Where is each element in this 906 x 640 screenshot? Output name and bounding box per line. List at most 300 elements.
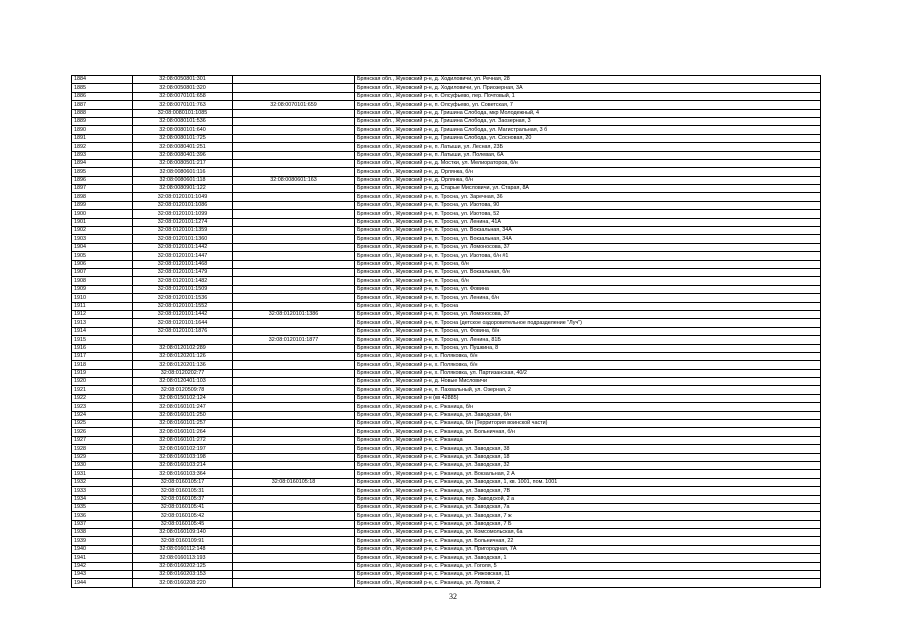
table-row xyxy=(72,185,821,193)
cadastral-number-cell: 32:08:0080101:640 xyxy=(133,126,233,134)
related-cadastral-number-cell xyxy=(233,503,355,511)
address-cell: Брянская обл., Жуковский р-н, с. Ржаница, ул. Заводская, 7В xyxy=(355,487,821,495)
address-cell: Брянская обл., Жуковский р-н, п. Тросна, ул. Изотова, 52 xyxy=(355,210,821,218)
row-number-cell: 1942 xyxy=(72,562,133,570)
row-number-cell: 1915 xyxy=(72,336,133,344)
row-number-cell: 1941 xyxy=(72,554,133,562)
related-cadastral-number-cell xyxy=(233,92,355,100)
address-cell: Брянская обл., Жуковский р-н, д. Ходиловичи, ул. Речная, 28 xyxy=(355,76,821,84)
address-cell: Брянская обл., Жуковский р-н, с. Ржаница, ул. Заводская, 7а xyxy=(355,503,821,511)
related-cadastral-number-cell xyxy=(233,579,355,587)
cadastral-number-cell: 32:08:0050801:320 xyxy=(133,84,233,92)
row-number-cell: 1896 xyxy=(72,176,133,184)
related-cadastral-number-cell xyxy=(233,218,355,226)
table-row xyxy=(72,378,821,386)
table-row xyxy=(72,218,821,226)
table-row xyxy=(72,461,821,469)
cadastral-number-cell: 32:08:0160203:153 xyxy=(133,571,233,579)
address-cell: Брянская обл., Жуковский р-н, п. Тросна, ул. Ломоносова, 37 xyxy=(355,310,821,318)
table-row xyxy=(72,579,821,587)
related-cadastral-number-cell xyxy=(233,512,355,520)
cadastral-number-cell: 32:08:0160105:41 xyxy=(133,503,233,511)
row-number-cell: 1902 xyxy=(72,227,133,235)
row-number-cell: 1930 xyxy=(72,461,133,469)
cadastral-number-cell: 32:08:0120101:1360 xyxy=(133,235,233,243)
cadastral-number-cell: 32:08:0120101:1049 xyxy=(133,193,233,201)
related-cadastral-number-cell xyxy=(233,327,355,335)
related-cadastral-number-cell xyxy=(233,520,355,528)
table-row xyxy=(72,277,821,285)
cadastral-number-cell: 32:08:0160101:272 xyxy=(133,436,233,444)
cadastral-number-cell: 32:08:0080401:396 xyxy=(133,151,233,159)
table-body xyxy=(72,76,821,588)
address-cell: Брянская обл., Жуковский р-н, с. Ржаница, ул. Гоголя, 5 xyxy=(355,562,821,570)
row-number-cell: 1923 xyxy=(72,403,133,411)
table-row xyxy=(72,109,821,117)
row-number-cell: 1899 xyxy=(72,201,133,209)
related-cadastral-number-cell xyxy=(233,352,355,360)
table-row xyxy=(72,302,821,310)
related-cadastral-number-cell xyxy=(233,554,355,562)
address-cell: Брянская обл., Жуковский р-н, д. Старые Мисловичи, ул. Старая, 8А xyxy=(355,185,821,193)
related-cadastral-number-cell xyxy=(233,537,355,545)
address-cell: Брянская обл., Жуковский р-н, п. Тросна, ул. Изотова, 90 xyxy=(355,201,821,209)
cadastral-number-cell: 32:08:0120102:289 xyxy=(133,344,233,352)
related-cadastral-number-cell xyxy=(233,117,355,125)
address-cell: Брянская обл., Жуковский р-н, с. Ржаница, б/н (Территория воинской части) xyxy=(355,420,821,428)
row-number-cell: 1934 xyxy=(72,495,133,503)
cadastral-number-cell: 32:08:0120201:136 xyxy=(133,361,233,369)
address-cell: Брянская обл., Жуковский р-н, д. Гришина Слобода, ул. Заозерная, 3 xyxy=(355,117,821,125)
cadastral-number-cell: 32:08:0160105:31 xyxy=(133,487,233,495)
table-row xyxy=(72,470,821,478)
table-row xyxy=(72,134,821,142)
cadastral-number-cell: 32:08:0120101:1644 xyxy=(133,319,233,327)
cadastral-number-cell: 32:08:0120201:126 xyxy=(133,352,233,360)
related-cadastral-number-cell xyxy=(233,84,355,92)
row-number-cell: 1933 xyxy=(72,487,133,495)
address-cell: Брянская обл., Жуковский р-н, х. Поляковка, б/н xyxy=(355,361,821,369)
related-cadastral-number-cell xyxy=(233,470,355,478)
table-row xyxy=(72,176,821,184)
related-cadastral-number-cell xyxy=(233,76,355,84)
table-row xyxy=(72,529,821,537)
table-row xyxy=(72,310,821,318)
table-row xyxy=(72,428,821,436)
table-row xyxy=(72,117,821,125)
row-number-cell: 1916 xyxy=(72,344,133,352)
cadastral-number-cell: 32:08:0160105:42 xyxy=(133,512,233,520)
property-registry-table xyxy=(71,75,821,588)
row-number-cell: 1932 xyxy=(72,478,133,486)
related-cadastral-number-cell xyxy=(233,252,355,260)
row-number-cell: 1886 xyxy=(72,92,133,100)
row-number-cell: 1884 xyxy=(72,76,133,84)
related-cadastral-number-cell xyxy=(233,545,355,553)
table-row xyxy=(72,126,821,134)
cadastral-number-cell: 32:08:0120101:1536 xyxy=(133,294,233,302)
related-cadastral-number-cell xyxy=(233,109,355,117)
address-cell: Брянская обл., Жуковский р-н, п. Тросна xyxy=(355,302,821,310)
address-cell: Брянская обл., Жуковский р-н, п. Тросна (детское оздоровительное подразделение "Луч") xyxy=(355,319,821,327)
address-cell: Брянская обл., Жуковский р-н, с. Ржаница, ул. Луговая, 2 xyxy=(355,579,821,587)
table-row xyxy=(72,327,821,335)
cadastral-number-cell: 32:08:0160208:220 xyxy=(133,579,233,587)
row-number-cell: 1908 xyxy=(72,277,133,285)
address-cell: Брянская обл., Жуковский р-н, д. Орлянка, б/н xyxy=(355,168,821,176)
related-cadastral-number-cell xyxy=(233,210,355,218)
cadastral-number-cell: 32:08:0120101:1274 xyxy=(133,218,233,226)
table-row xyxy=(72,260,821,268)
address-cell: Брянская обл., Жуковский р-н, п. Олсуфьево, пер. Почтовый, 1 xyxy=(355,92,821,100)
related-cadastral-number-cell xyxy=(233,403,355,411)
cadastral-number-cell: 32:08:0160105:17 xyxy=(133,478,233,486)
related-cadastral-number-cell xyxy=(233,302,355,310)
cadastral-number-cell: 32:08:0080501:217 xyxy=(133,159,233,167)
cadastral-number-cell: 32:08:0120101:1086 xyxy=(133,201,233,209)
related-cadastral-number-cell xyxy=(233,143,355,151)
address-cell: Брянская обл., Жуковский р-н, д. Орлянка, б/н xyxy=(355,176,821,184)
related-cadastral-number-cell xyxy=(233,134,355,142)
table-row xyxy=(72,84,821,92)
table-row xyxy=(72,512,821,520)
cadastral-number-cell: 32:08:0120101:1447 xyxy=(133,252,233,260)
cadastral-number-cell: 32:08:0160105:37 xyxy=(133,495,233,503)
address-cell: Брянская обл., Жуковский р-н, д. Гришина Слобода, ул. Магистральная, 3 б xyxy=(355,126,821,134)
table-row xyxy=(72,151,821,159)
cadastral-number-cell: 32:08:0120101:1876 xyxy=(133,327,233,335)
row-number-cell: 1894 xyxy=(72,159,133,167)
row-number-cell: 1889 xyxy=(72,117,133,125)
cadastral-number-cell: 32:08:0160202:125 xyxy=(133,562,233,570)
related-cadastral-number-cell xyxy=(233,268,355,276)
table-row xyxy=(72,252,821,260)
table-row xyxy=(72,545,821,553)
cadastral-number-cell: 32:08:0160109:140 xyxy=(133,529,233,537)
row-number-cell: 1918 xyxy=(72,361,133,369)
related-cadastral-number-cell xyxy=(233,420,355,428)
row-number-cell: 1914 xyxy=(72,327,133,335)
table-row xyxy=(72,285,821,293)
address-cell: Брянская обл., Жуковский р-н, с. Ржаница, ул. Заводская, 32 xyxy=(355,461,821,469)
related-cadastral-number-cell xyxy=(233,277,355,285)
address-cell: Брянская обл., Жуковский р-н, п. Тросна, ул. Ленина, б/н xyxy=(355,294,821,302)
cadastral-number-cell: 32:08:0120101:1442 xyxy=(133,243,233,251)
address-cell: Брянская обл., Жуковский р-н, п. Тросна, ул. Заречная, 36 xyxy=(355,193,821,201)
address-cell: Брянская обл., Жуковский р-н, п. Тросна, ул. Вокзальная, б/н xyxy=(355,268,821,276)
related-cadastral-number-cell: 32:08:0120101:1386 xyxy=(233,310,355,318)
address-cell: Брянская обл., Жуковский р-н, с. Ржаница, ул. Больничная, б/н xyxy=(355,428,821,436)
table-row xyxy=(72,76,821,84)
cadastral-number-cell: 32:08:0150102:124 xyxy=(133,394,233,402)
page-number: 32 xyxy=(449,592,457,601)
related-cadastral-number-cell xyxy=(233,361,355,369)
address-cell: Брянская обл., Жуковский р-н, п. Тросна, ул. Ленина, 81Б xyxy=(355,336,821,344)
cadastral-number-cell: 32:08:0070101:658 xyxy=(133,92,233,100)
related-cadastral-number-cell xyxy=(233,294,355,302)
row-number-cell: 1892 xyxy=(72,143,133,151)
table-row xyxy=(72,436,821,444)
address-cell: Брянская обл., Жуковский р-н, д. Гришина Слобода, ул. Сосновая, 20 xyxy=(355,134,821,142)
cadastral-number-cell: 32:08:0120101:1509 xyxy=(133,285,233,293)
cadastral-number-cell: 32:08:0120101:1359 xyxy=(133,227,233,235)
table-row xyxy=(72,554,821,562)
table-row xyxy=(72,235,821,243)
table-row xyxy=(72,369,821,377)
table-row xyxy=(72,394,821,402)
related-cadastral-number-cell xyxy=(233,386,355,394)
row-number-cell: 1927 xyxy=(72,436,133,444)
address-cell: Брянская обл., Жуковский р-н, с. Ржаница xyxy=(355,436,821,444)
row-number-cell: 1905 xyxy=(72,252,133,260)
table-row xyxy=(72,420,821,428)
table-row xyxy=(72,352,821,360)
cadastral-number-cell: 32:08:0120101:1479 xyxy=(133,268,233,276)
table-row xyxy=(72,453,821,461)
table-row xyxy=(72,201,821,209)
table-row xyxy=(72,159,821,167)
address-cell: Брянская обл., Жуковский р-н, д. Гришина Слобода, мкр Молодежный, 4 xyxy=(355,109,821,117)
address-cell: Брянская обл., Жуковский р-н, п. Тросна, ул. Изотова, б/н #1 xyxy=(355,252,821,260)
cadastral-number-cell: 32:08:0080601:116 xyxy=(133,168,233,176)
address-cell: Брянская обл., Жуковский р-н, п. Тросна, б/н xyxy=(355,277,821,285)
related-cadastral-number-cell xyxy=(233,285,355,293)
row-number-cell: 1888 xyxy=(72,109,133,117)
table-row xyxy=(72,193,821,201)
address-cell: Брянская обл., Жуковский р-н, д. Ходиловичи, ул. Приозерная, 3А xyxy=(355,84,821,92)
row-number-cell: 1906 xyxy=(72,260,133,268)
row-number-cell: 1928 xyxy=(72,445,133,453)
address-cell: Брянская обл., Жуковский р-н, с. Ржаница, ул. Заводская, 38 xyxy=(355,445,821,453)
row-number-cell: 1913 xyxy=(72,319,133,327)
related-cadastral-number-cell: 32:08:0080601:163 xyxy=(233,176,355,184)
table-row xyxy=(72,495,821,503)
address-cell: Брянская обл., Жуковский р-н (кв 42885) xyxy=(355,394,821,402)
table-row xyxy=(72,168,821,176)
row-number-cell: 1936 xyxy=(72,512,133,520)
address-cell: Брянская обл., Жуковский р-н, х. Поляковка, ул. Партизанская, 40/2 xyxy=(355,369,821,377)
row-number-cell: 1891 xyxy=(72,134,133,142)
row-number-cell: 1885 xyxy=(72,84,133,92)
table-row xyxy=(72,503,821,511)
address-cell: Брянская обл., Жуковский р-н, с. Ржаница, ул. Пригородная, 7А xyxy=(355,545,821,553)
row-number-cell: 1943 xyxy=(72,571,133,579)
related-cadastral-number-cell xyxy=(233,159,355,167)
cadastral-number-cell: 32:08:0120509:78 xyxy=(133,386,233,394)
row-number-cell: 1897 xyxy=(72,185,133,193)
address-cell: Брянская обл., Жуковский р-н, п. Пахвальный, ул. Озерная, 2 xyxy=(355,386,821,394)
row-number-cell: 1940 xyxy=(72,545,133,553)
address-cell: Брянская обл., Жуковский р-н, п. Тросна, б/н xyxy=(355,260,821,268)
address-cell: Брянская обл., Жуковский р-н, с. Ржаница, ул. Рижовская, 11 xyxy=(355,571,821,579)
row-number-cell: 1909 xyxy=(72,285,133,293)
related-cadastral-number-cell xyxy=(233,495,355,503)
related-cadastral-number-cell xyxy=(233,151,355,159)
cadastral-number-cell: 32:08:0160103:214 xyxy=(133,461,233,469)
table-row xyxy=(72,487,821,495)
cadastral-number-cell: 32:08:0160112:148 xyxy=(133,545,233,553)
table-row xyxy=(72,143,821,151)
related-cadastral-number-cell xyxy=(233,394,355,402)
row-number-cell: 1925 xyxy=(72,420,133,428)
table-row xyxy=(72,294,821,302)
address-cell: Брянская обл., Жуковский р-н, п. Тросна, ул. Фовина xyxy=(355,285,821,293)
table-row xyxy=(72,319,821,327)
address-cell: Брянская обл., Жуковский р-н, п. Тросна, ул. Фовина, б/н xyxy=(355,327,821,335)
table-row xyxy=(72,386,821,394)
row-number-cell: 1920 xyxy=(72,378,133,386)
address-cell: Брянская обл., Жуковский р-н, с. Ржаница, ул. Вокзальная, 2 А xyxy=(355,470,821,478)
address-cell: Брянская обл., Жуковский р-н, д. Мостки, ул. Мелиораторов, б/н xyxy=(355,159,821,167)
address-cell: Брянская обл., Жуковский р-н, с. Ржаница, ул. Заводская, 18 xyxy=(355,453,821,461)
row-number-cell: 1912 xyxy=(72,310,133,318)
cadastral-number-cell: 32:08:0120101:1552 xyxy=(133,302,233,310)
row-number-cell: 1944 xyxy=(72,579,133,587)
address-cell: Брянская обл., Жуковский р-н, п. Тросна, ул. Вокзальная, 34А xyxy=(355,227,821,235)
table-row xyxy=(72,92,821,100)
table-row xyxy=(72,101,821,109)
row-number-cell: 1926 xyxy=(72,428,133,436)
row-number-cell: 1903 xyxy=(72,235,133,243)
related-cadastral-number-cell xyxy=(233,201,355,209)
table-row xyxy=(72,411,821,419)
related-cadastral-number-cell: 32:08:0070101:659 xyxy=(233,101,355,109)
related-cadastral-number-cell xyxy=(233,227,355,235)
related-cadastral-number-cell xyxy=(233,319,355,327)
cadastral-number-cell: 32:08:0160101:250 xyxy=(133,411,233,419)
cadastral-number-cell: 32:08:0080601:118 xyxy=(133,176,233,184)
table-row xyxy=(72,445,821,453)
address-cell: Брянская обл., Жуковский р-н, с. Ржаница, ул. Заводская, 1 xyxy=(355,554,821,562)
related-cadastral-number-cell xyxy=(233,411,355,419)
related-cadastral-number-cell xyxy=(233,260,355,268)
row-number-cell: 1900 xyxy=(72,210,133,218)
related-cadastral-number-cell xyxy=(233,487,355,495)
cadastral-number-cell: 32:08:0160102:197 xyxy=(133,445,233,453)
cadastral-number-cell: 32:08:0120101:1468 xyxy=(133,260,233,268)
cadastral-number-cell: 32:08:0160101:257 xyxy=(133,420,233,428)
cadastral-number-cell: 32:08:0120101:1099 xyxy=(133,210,233,218)
cadastral-number-cell: 32:08:0120101:1442 xyxy=(133,310,233,318)
table-row xyxy=(72,227,821,235)
cadastral-number-cell: 32:08:0160105:45 xyxy=(133,520,233,528)
cadastral-number-cell: 32:08:0050801:301 xyxy=(133,76,233,84)
row-number-cell: 1921 xyxy=(72,386,133,394)
cadastral-number-cell: 32:08:0080101:536 xyxy=(133,117,233,125)
row-number-cell: 1935 xyxy=(72,503,133,511)
address-cell: Брянская обл., Жуковский р-н, п. Тросна, ул. Вокзальная, 34А xyxy=(355,235,821,243)
row-number-cell: 1924 xyxy=(72,411,133,419)
cadastral-number-cell: 32:08:0080901:122 xyxy=(133,185,233,193)
row-number-cell: 1939 xyxy=(72,537,133,545)
related-cadastral-number-cell xyxy=(233,428,355,436)
row-number-cell: 1931 xyxy=(72,470,133,478)
table-row xyxy=(72,210,821,218)
cadastral-number-cell: 32:08:0160109:91 xyxy=(133,537,233,545)
cadastral-number-cell: 32:08:0160101:264 xyxy=(133,428,233,436)
table-row xyxy=(72,537,821,545)
related-cadastral-number-cell xyxy=(233,378,355,386)
table-row xyxy=(72,268,821,276)
row-number-cell: 1893 xyxy=(72,151,133,159)
table-row xyxy=(72,243,821,251)
cadastral-number-cell: 32:08:0160103:198 xyxy=(133,453,233,461)
row-number-cell: 1895 xyxy=(72,168,133,176)
address-cell: Брянская обл., Жуковский р-н, с. Ржаница, б/н xyxy=(355,403,821,411)
related-cadastral-number-cell xyxy=(233,529,355,537)
table-row xyxy=(72,571,821,579)
address-cell: Брянская обл., Жуковский р-н, с. Ржаница, ул. Заводская, 7 ж xyxy=(355,512,821,520)
row-number-cell: 1887 xyxy=(72,101,133,109)
related-cadastral-number-cell xyxy=(233,126,355,134)
row-number-cell: 1938 xyxy=(72,529,133,537)
row-number-cell: 1917 xyxy=(72,352,133,360)
cadastral-number-cell: 32:08:0080101:725 xyxy=(133,134,233,142)
table-row xyxy=(72,520,821,528)
address-cell: Брянская обл., Жуковский р-н, п. Тросна, ул. Ленина, 41А xyxy=(355,218,821,226)
address-cell: Брянская обл., Жуковский р-н, с. Ржаница, ул. Заводская, 1, кв. 1001, пом. 1001 xyxy=(355,478,821,486)
table-row xyxy=(72,361,821,369)
row-number-cell: 1910 xyxy=(72,294,133,302)
related-cadastral-number-cell: 32:08:0120101:1877 xyxy=(233,336,355,344)
table-row xyxy=(72,562,821,570)
address-cell: Брянская обл., Жуковский р-н, с. Ржаница, пер. Заводской, 2 а xyxy=(355,495,821,503)
related-cadastral-number-cell xyxy=(233,344,355,352)
related-cadastral-number-cell xyxy=(233,445,355,453)
cadastral-number-cell: 32:08:0120401:103 xyxy=(133,378,233,386)
row-number-cell: 1911 xyxy=(72,302,133,310)
cadastral-number-cell: 32:08:0080401:251 xyxy=(133,143,233,151)
cadastral-number-cell: 32:08:0080101:1085 xyxy=(133,109,233,117)
related-cadastral-number-cell xyxy=(233,235,355,243)
row-number-cell: 1929 xyxy=(72,453,133,461)
address-cell: Брянская обл., Жуковский р-н, п. Латыши, ул. Лесная, 23Б xyxy=(355,143,821,151)
row-number-cell: 1898 xyxy=(72,193,133,201)
related-cadastral-number-cell xyxy=(233,243,355,251)
related-cadastral-number-cell xyxy=(233,185,355,193)
cadastral-number-cell: 32:08:0160113:193 xyxy=(133,554,233,562)
row-number-cell: 1904 xyxy=(72,243,133,251)
related-cadastral-number-cell xyxy=(233,571,355,579)
related-cadastral-number-cell: 32:08:0160105:18 xyxy=(233,478,355,486)
address-cell: Брянская обл., Жуковский р-н, с. Ржаница, ул. Комсомольская, 6а xyxy=(355,529,821,537)
address-cell: Брянская обл., Жуковский р-н, х. Поляковка, б/н xyxy=(355,352,821,360)
related-cadastral-number-cell xyxy=(233,562,355,570)
table-row xyxy=(72,336,821,344)
cadastral-number-cell: 32:08:0160103:364 xyxy=(133,470,233,478)
table-row xyxy=(72,478,821,486)
address-cell: Брянская обл., Жуковский р-н, с. Ржаница, ул. Заводская, 7 Б xyxy=(355,520,821,528)
address-cell: Брянская обл., Жуковский р-н, п. Латыши, ул. Полевая, 6А xyxy=(355,151,821,159)
related-cadastral-number-cell xyxy=(233,453,355,461)
table-row xyxy=(72,403,821,411)
row-number-cell: 1922 xyxy=(72,394,133,402)
cadastral-number-cell: 32:08:0070101:763 xyxy=(133,101,233,109)
cadastral-number-cell xyxy=(133,336,233,344)
related-cadastral-number-cell xyxy=(233,193,355,201)
related-cadastral-number-cell xyxy=(233,168,355,176)
address-cell: Брянская обл., Жуковский р-н, п. Олсуфьево, ул. Советская, 7 xyxy=(355,101,821,109)
cadastral-number-cell: 32:08:0120202:77 xyxy=(133,369,233,377)
related-cadastral-number-cell xyxy=(233,461,355,469)
cadastral-number-cell: 32:08:0120101:1482 xyxy=(133,277,233,285)
address-cell: Брянская обл., Жуковский р-н, с. Ржаница, ул. Заводская, б/н xyxy=(355,411,821,419)
address-cell: Брянская обл., Жуковский р-н, д. Новые Мисловичи xyxy=(355,378,821,386)
row-number-cell: 1890 xyxy=(72,126,133,134)
row-number-cell: 1937 xyxy=(72,520,133,528)
cadastral-number-cell: 32:08:0160101:247 xyxy=(133,403,233,411)
related-cadastral-number-cell xyxy=(233,369,355,377)
